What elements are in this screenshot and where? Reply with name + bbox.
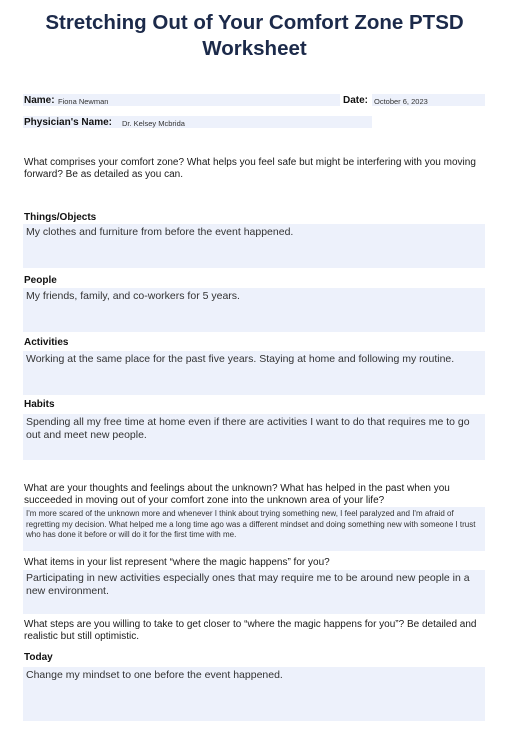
answer-box-people[interactable] xyxy=(23,288,485,332)
section-label-today: Today xyxy=(24,652,53,663)
physician-field[interactable]: Dr. Kelsey Mcbrida xyxy=(122,119,185,128)
title-line-2: Worksheet xyxy=(202,37,307,60)
section-label-people: People xyxy=(24,275,57,286)
section-label-activities: Activities xyxy=(24,337,69,348)
question-unknown: What are your thoughts and feelings about the unknown? What has helped in the past when you succeeded in moving out of your comfort zone into the unknown area of your life? xyxy=(24,483,450,506)
date-field[interactable]: October 6, 2023 xyxy=(374,97,428,106)
answer-box-unknown[interactable] xyxy=(23,507,485,551)
answer-text-things: My clothes and furniture from before the event happened. xyxy=(26,226,294,238)
section-label-things: Things/Objects xyxy=(24,212,97,223)
answer-box-today[interactable] xyxy=(23,667,485,721)
question-magic: What items in your list represent “where the magic happens” for you? xyxy=(24,557,330,568)
worksheet-title xyxy=(0,10,509,62)
name-field[interactable]: Fiona Newman xyxy=(58,97,109,106)
answer-text-people: My friends, family, and co-workers for 5 years. xyxy=(26,290,240,302)
question-steps: What steps are you willing to take to get closer to “where the magic happens for you”? Be detailed and realistic but still optimistic. xyxy=(24,619,477,642)
answer-text-activities: Working at the same place for the past five years. Staying at home and following my routine. xyxy=(26,353,455,365)
answer-box-things[interactable] xyxy=(23,224,485,268)
name-label: Name: xyxy=(24,95,55,106)
answer-text-habits: Spending all my free time at home even if there are activities I want to do that requires me to go out and meet new people. xyxy=(26,416,470,441)
section-label-habits: Habits xyxy=(24,399,55,410)
answer-text-unknown: I'm more scared of the unknown more and whenever I think about trying something new, I feel paralyzed and I'm afraid of regretting my decision. What helped me a long time ago was a different mindset and doing something new with someone I trust who has done it before or will do it for the first time with me. xyxy=(26,509,476,539)
answer-box-magic[interactable] xyxy=(23,570,485,614)
intro-question: What comprises your comfort zone? What helps you feel safe but might be interfering with you moving forward? Be as detailed as you can. xyxy=(24,157,476,180)
answer-text-magic: Participating in new activities especially ones that may require me to be around new people in a new environment. xyxy=(26,572,470,597)
title-line-1: Stretching Out of Your Comfort Zone PTSD xyxy=(45,11,464,34)
physician-label: Physician's Name: xyxy=(24,117,112,128)
answer-text-today: Change my mindset to one before the event happened. xyxy=(26,669,283,681)
answer-box-habits[interactable] xyxy=(23,414,485,460)
date-label: Date: xyxy=(343,95,369,106)
answer-box-activities[interactable] xyxy=(23,351,485,395)
